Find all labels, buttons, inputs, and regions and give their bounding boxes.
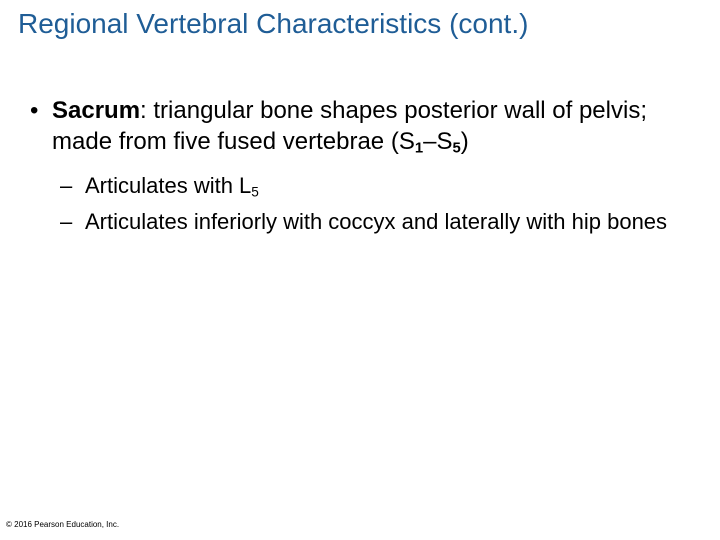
bullet-close-paren: ) [460,128,469,155]
subbullet-content [85,170,700,202]
bullet-sacrum [30,95,680,157]
bullet-subscript-start: 1 [414,140,424,157]
copyright-notice: © 2016 Pearson Education, Inc. [6,520,120,529]
subbullet-content: Articulates inferiorly with coccyx and laterally with hip bones [85,209,668,234]
bullet-marker: • [30,97,39,124]
subbullet-marker: – [60,173,73,198]
subbullet-articulates-coccyx [60,206,700,238]
subbullet-subscript: 5 [251,184,259,200]
subbullet-text: Articulates with L [85,173,252,198]
bullet-content [52,95,680,157]
bullet-subscript-end: 5 [452,140,461,157]
bullet-term: Sacrum [52,97,141,124]
bullet-range-dash: –S [423,128,453,155]
subbullet-marker: – [60,209,73,234]
slide-title: Regional Vertebral Characteristics (cont.) [18,8,529,39]
subbullet-articulates-l5 [60,170,700,202]
bullet-text: : triangular bone shapes posterior wall of pelvis; made from five fused vertebrae (S [52,97,647,155]
